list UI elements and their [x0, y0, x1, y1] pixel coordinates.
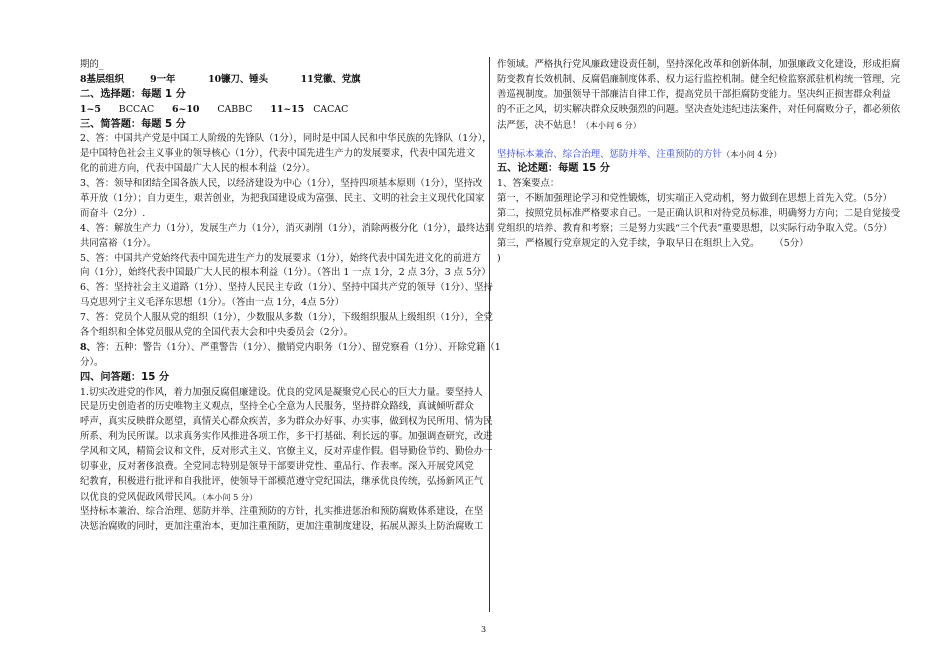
- text-line: 4、答：解放生产力（1分），发展生产力（1分），消灭剥削（1分），消除两极分化（1分），最终达到: [80, 222, 495, 234]
- text-line: 第一，不断加强理论学习和党性锻炼，切实端正入党动机，努力做到在思想上首先入党。（5分）: [497, 193, 893, 205]
- left-column: [80, 58, 501, 535]
- section-heading-qa: 四、问答题：15 分: [80, 371, 170, 383]
- text-line: 防变教育长效机制、反腐倡廉制度体系、权力运行监控机制。健全纪检监察派驻机构统一管理，完: [497, 73, 901, 85]
- text-line: 决惩治腐败的同时，更加注重治本，更加注重预防，更加注重制度建设，拓展从源头上防治腐败工: [80, 520, 484, 532]
- section-heading-short-answer: 三、简答题：每题 5 分: [80, 118, 186, 130]
- right-column: [497, 58, 899, 266]
- text-line: 善巡视制度。加强领导干部廉洁自律工作，提高党员干部拒腐防变能力。坚决纠正损害群众利益: [497, 88, 891, 100]
- text-line: 化的前进方向，代表中国最广大人民的根本利益（2分）。: [80, 163, 316, 175]
- text-line: 5、答：中国共产党始终代表中国先进生产力的发展要求（1分），始终代表中国先进文化的前进方: [80, 252, 481, 264]
- text-line: 民是历史创造者的历史唯物主义观点，坚持全心全意为人民服务，坚持群众路线，真诚倾听群众: [80, 401, 474, 413]
- text-line: 分）。: [80, 356, 104, 368]
- text-line: 法严惩，决不姑息！（本小问 6 分）: [497, 119, 641, 131]
- text-line: ): [497, 252, 501, 264]
- text-line: 学风和文风，精简会议和文件，反对形式主义、官僚主义，反对弄虚作假。倡导勤俭节约、勤俭办一: [80, 446, 493, 458]
- text-line: 7、答：党员个人服从党的组织（1分），少数服从多数（1分），下级组织服从上级组织（1分），全党: [80, 312, 493, 324]
- blank-line: [497, 132, 899, 147]
- text-line: 的不正之风，切实解决群众反映强烈的问题。坚决查处违纪违法案件，对任何腐败分子，都必须依: [497, 103, 901, 115]
- policy-highlight: 坚持标本兼治、综合治理、惩防并举、注重预防的方针（本小问 4 分）: [497, 149, 782, 161]
- section-heading-essay: 五、论述题：每题 15 分: [497, 163, 610, 175]
- text-line: 作领域。严格执行党风廉政建设责任制，坚持深化改革和创新体制，加强廉政文化建设，形成拒腐: [497, 59, 901, 70]
- page-number: 3: [481, 625, 487, 634]
- text-line: 第二，按照党员标准严格要求自己。一是正确认识和对待党员标准，明确努力方向；二是自觉接受: [497, 207, 901, 219]
- text-line: 1.切实改进党的作风，着力加强反腐倡廉建设。优良的党风是凝聚党心民心的巨大力量。要坚持人: [80, 386, 483, 398]
- fill-blank-answers: 8基层组织 9一年 10镰刀、锤头 11党徽、党旗: [80, 73, 361, 85]
- text-line: 所系、利为民所谋。以求真务实作风推进各项工作，多干打基础、利长远的事。加强调查研究，改进: [80, 431, 493, 443]
- text-line: 革开放（1分）；自力更生，艰苦创业，为把我国建设成为富强、民主、文明的社会主义现代化国家: [80, 193, 485, 205]
- text-line: 1、答案要点：: [497, 178, 560, 190]
- text-line: 党组织的培养、教育和考察；三是努力实践“三个代表”重要思想，以实际行动争取入党。（5分）: [497, 222, 893, 234]
- text-line: 共同富裕（1分）。: [80, 237, 157, 249]
- text-line: 切事业，反对奢侈浪费。全党同志特别是领导干部要讲党性、重品行、作表率。深入开展党风党: [80, 461, 474, 473]
- text-line: 3、答：领导和团结全国各族人民，以经济建设为中心（1分），坚持四项基本原则（1分），坚持改: [80, 178, 483, 190]
- text-line: 呼声，真实反映群众愿望，真情关心群众疾苦，多为群众办好事、办实事，做到权为民所用、情为民: [80, 416, 493, 428]
- text-line: 而奋斗（2分）.: [80, 207, 146, 219]
- text-line: 各个组织和全体党员服从党的全国代表大会和中央委员会（2分）。: [80, 327, 354, 339]
- text-line: 2、答：中国共产党是中国工人阶级的先锋队（1分），同时是中国人民和中华民族的先锋队（1分），: [80, 133, 492, 145]
- text-line: 向（1分），始终代表中国最广大人民的根本利益（1分）。（答出 1 一点 1分，2 点 3分，3 点 5分）: [80, 267, 491, 279]
- section-heading-choice: 二、选择题：每题 1 分: [80, 88, 186, 100]
- text-line: 以优良的党风促政风带民风。（本小问 5 分）: [80, 491, 258, 503]
- text-line: 是中国特色社会主义事业的领导核心（1分），代表中国先进生产力的发展要求，代表中国先进文: [80, 148, 476, 160]
- text-line: 纪教育，积极进行批评和自我批评，使领导干部模范遵守党纪国法，继承优良传统，弘扬新风正气: [80, 475, 484, 487]
- text-line: 坚持标本兼治、综合治理、惩防并举、注重预防的方针，扎实推进惩治和预防腐败体系建设，在坚: [80, 505, 484, 517]
- choice-answers: 1~5 BCCAC 6~10 CABBC 11~15 CACAC: [80, 103, 349, 115]
- text-line: 6、答：坚持社会主义道路（1分）、坚持人民民主专政（1分）、坚持中国共产党的领导（1分）、坚持: [80, 282, 493, 294]
- text-line: 8、答：五种：警告（1分）、严重警告（1分）、撤销党内职务（1分）、留党察看（1分）、开除党籍（1: [80, 341, 501, 353]
- text-line: 第三，严格履行党章规定的入党手续，争取早日在组织上入党。 （5分）: [497, 237, 809, 249]
- text-line: 期的_: [80, 59, 104, 70]
- text-line: 马克思列宁主义毛泽东思想（1分）。（答由一点 1分，4点 5分）: [80, 297, 345, 309]
